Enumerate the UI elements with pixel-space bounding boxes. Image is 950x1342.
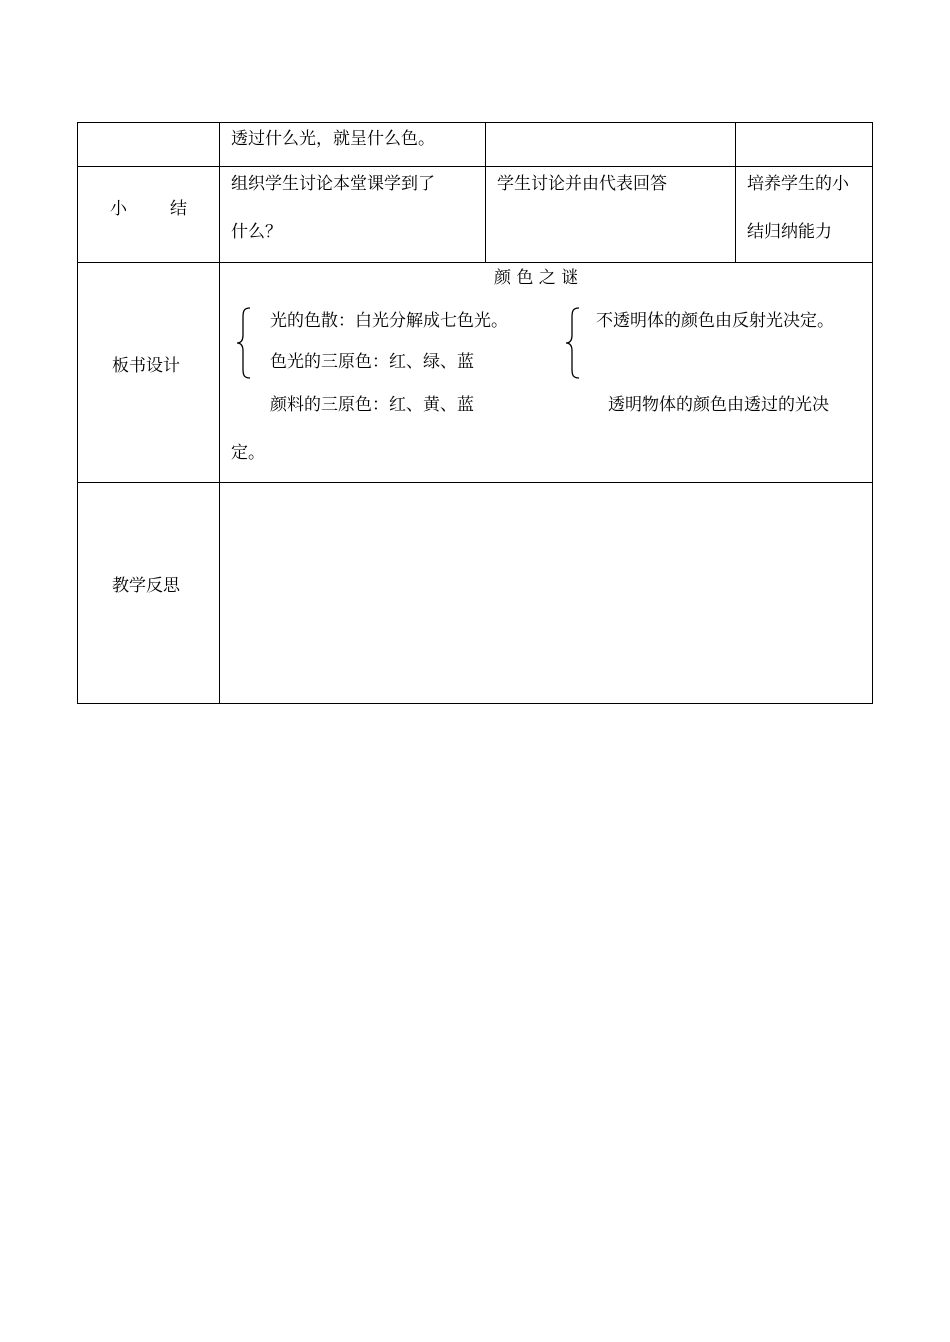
summary-student-activity: 学生讨论并由代表回答 bbox=[497, 174, 667, 194]
summary-teacher-activity-line1: 组织学生讨论本堂课学到了 bbox=[231, 174, 435, 194]
board-right-item-2-part1: 透明物体的颜色由透过的光决 bbox=[608, 395, 829, 415]
column-divider-1 bbox=[219, 122, 220, 704]
summary-label-part1: 小 bbox=[110, 199, 127, 219]
column-divider-3 bbox=[735, 122, 736, 263]
board-right-item-2-part2: 定。 bbox=[231, 443, 265, 463]
board-right-item-1: 不透明体的颜色由反射光决定。 bbox=[596, 311, 834, 331]
board-left-item-2: 色光的三原色：红、绿、蓝 bbox=[270, 352, 474, 372]
board-left-item-1: 光的色散：白光分解成七色光。 bbox=[270, 311, 508, 331]
summary-intent-line1: 培养学生的小 bbox=[747, 174, 849, 194]
column-divider-2 bbox=[485, 122, 486, 263]
board-title: 颜 色 之 谜 bbox=[494, 268, 579, 288]
summary-intent-line2: 结归纳能力 bbox=[747, 222, 832, 242]
board-left-item-3: 颜料的三原色：红、黄、蓝 bbox=[270, 395, 474, 415]
teaching-reflection-label: 教学反思 bbox=[112, 576, 180, 596]
row-divider-1 bbox=[77, 166, 873, 167]
row-divider-3 bbox=[77, 482, 873, 483]
right-brace-icon bbox=[565, 307, 581, 379]
summary-label-part2: 结 bbox=[170, 199, 187, 219]
summary-teacher-activity-line2: 什么？ bbox=[231, 222, 282, 242]
row-divider-2 bbox=[77, 262, 873, 263]
left-brace-icon bbox=[236, 307, 252, 379]
board-design-label: 板书设计 bbox=[112, 356, 180, 376]
row1-teacher-activity: 透过什么光，就呈什么色。 bbox=[231, 129, 435, 149]
